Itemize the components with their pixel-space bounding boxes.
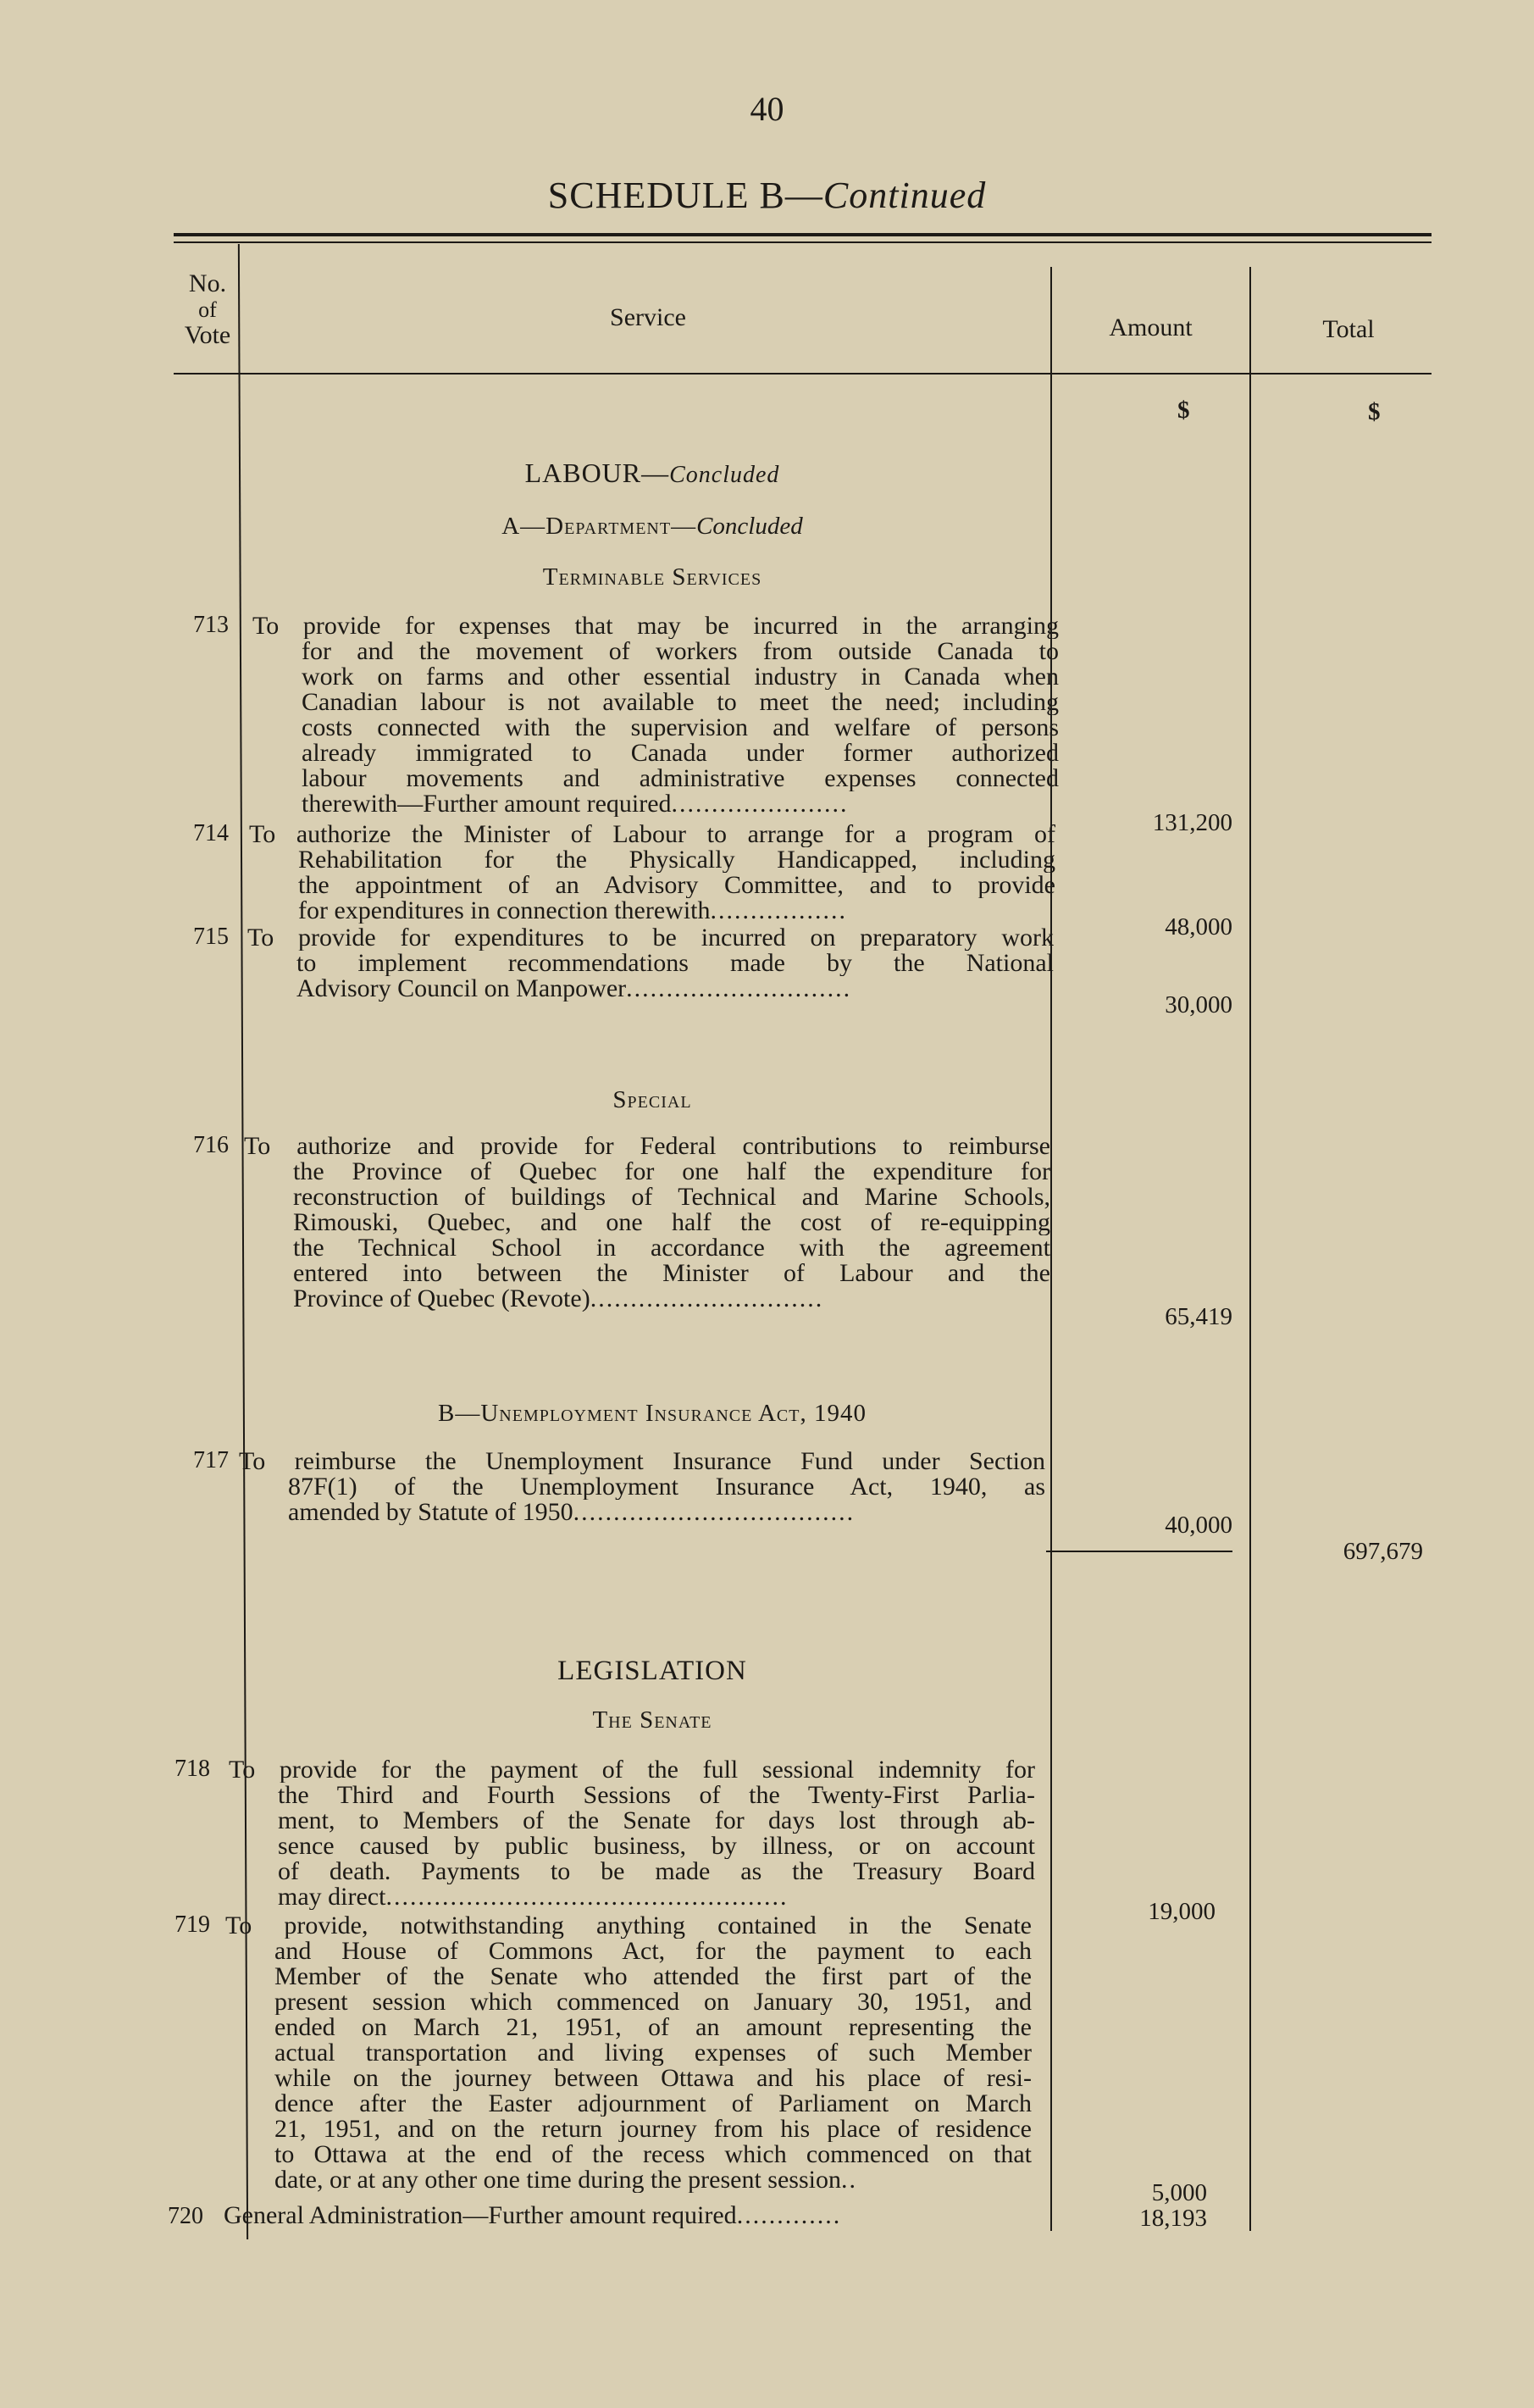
department-heading-text: A—Department— — [501, 513, 697, 540]
header-rule — [174, 373, 1432, 375]
line — [225, 2167, 1032, 2193]
header-amount: Amount — [1109, 313, 1193, 341]
line: for and the movement of workers from outside Canada to — [302, 639, 1059, 664]
top-rule-thin — [174, 241, 1432, 243]
line: of death. Payments to be made as the Treasury Board — [278, 1859, 1035, 1884]
top-rule-thick — [174, 233, 1432, 236]
line: costs connected with the supervision and welfare of persons — [302, 715, 1059, 741]
line: To authorize and provide for Federal contributions to reimburse — [244, 1134, 1050, 1159]
vote-number: 716 — [193, 1132, 229, 1158]
line: ment, to Members of the Senate for days lost through ab- — [278, 1808, 1035, 1834]
amount-column-rule — [1249, 267, 1251, 2231]
section-heading-terminable: Terminable Services — [542, 563, 762, 591]
line: while on the journey between Ottawa and his place of resi- — [274, 2066, 1032, 2091]
line: to Ottawa at the end of the recess which commenced on that — [274, 2142, 1032, 2167]
line: sence caused by public business, by illness, or on account — [278, 1834, 1035, 1859]
header-vote-of: of — [198, 297, 217, 322]
line: present session which commenced on January 30, 1951, and — [274, 1989, 1032, 2015]
vote-number: 718 — [174, 1756, 210, 1782]
vote-720-description — [224, 2203, 1030, 2228]
vote-713-description — [252, 613, 1059, 817]
vote-number: 719 — [174, 1911, 210, 1938]
schedule-title — [0, 174, 1534, 217]
header-vote-no: No. — [188, 269, 227, 297]
leader-dots: ............................ — [626, 976, 852, 1001]
amount-currency-symbol: $ — [1177, 397, 1190, 424]
line: To provide, notwithstanding anything contained in the Senate — [225, 1913, 1032, 1939]
leader-dots: ...................... — [671, 791, 849, 817]
vote-number: 720 — [168, 2203, 203, 2229]
line — [249, 898, 1055, 924]
vote-718-description — [229, 1757, 1035, 1910]
line-text: for expenditures in connection therewith — [298, 898, 711, 924]
vote-number: 714 — [193, 820, 229, 846]
header-vote — [169, 269, 246, 350]
amount-value: 40,000 — [1165, 1512, 1232, 1539]
line: dence after the Easter adjournment of Parliament on March — [274, 2091, 1032, 2117]
amount-value: 19,000 — [1148, 1898, 1216, 1925]
vote-715-description — [247, 925, 1054, 1001]
subtotal-rule — [1046, 1551, 1232, 1552]
schedule-title-continued: Continued — [822, 175, 987, 216]
section-heading-unemployment: B—Unemployment Insurance Act, 1940 — [438, 1400, 867, 1427]
leader-dots: .. — [840, 2167, 857, 2193]
line: to implement recommendations made by the National — [296, 951, 1054, 976]
line: To authorize the Minister of Labour to arrange for a program of — [249, 822, 1055, 847]
vote-714-description — [249, 822, 1055, 924]
page-number: 40 — [750, 90, 784, 128]
leader-dots: ............................. — [590, 1286, 824, 1312]
service-column-rule — [1050, 267, 1052, 2231]
line: 87F(1) of the Unemployment Insurance Act, 1940, as — [288, 1474, 1045, 1500]
labour-heading-text: LABOUR— — [524, 458, 670, 488]
line: To reimburse the Unemployment Insurance Fund under Section — [239, 1449, 1045, 1474]
line-text: date, or at any other one time during the present session — [274, 2167, 841, 2193]
line — [247, 976, 1054, 1001]
line: actual transportation and living expenses of such Member — [274, 2040, 1032, 2066]
line: Rimouski, Quebec, and one half the cost of re-equipping — [293, 1210, 1050, 1235]
leader-dots: ................................... — [573, 1500, 856, 1525]
amount-value: 5,000 — [1151, 2179, 1207, 2206]
total-currency-symbol: $ — [1368, 398, 1381, 425]
line: entered into between the Minister of Labour and the — [293, 1261, 1050, 1286]
line-text: Province of Quebec (Revote) — [293, 1286, 590, 1312]
line-text: General Administration—Further amount required — [224, 2203, 737, 2228]
schedule-title-main: SCHEDULE B— — [547, 175, 823, 216]
vote-717-description — [239, 1449, 1045, 1525]
line: 21, 1951, and on the return journey from his place of residence — [274, 2117, 1032, 2142]
section-heading-special: Special — [612, 1086, 692, 1113]
line: the appointment of an Advisory Committee, and to provide — [298, 873, 1055, 898]
line: reconstruction of buildings of Technical and Marine Schools, — [293, 1185, 1050, 1210]
vote-716-description — [244, 1134, 1050, 1312]
line — [224, 2203, 1030, 2228]
vote-number: 717 — [193, 1447, 229, 1473]
line — [239, 1500, 1045, 1525]
line: ended on March 21, 1951, of an amount representing the — [274, 2015, 1032, 2040]
line: the Province of Quebec for one half the expenditure for — [293, 1159, 1050, 1185]
amount-value: 65,419 — [1165, 1303, 1232, 1330]
line: work on farms and other essential industry in Canada when — [302, 664, 1059, 690]
vote-number: 715 — [193, 924, 229, 950]
line-text: therewith—Further amount required — [302, 791, 672, 817]
header-total: Total — [1322, 315, 1375, 343]
line: Canadian labour is not available to meet the need; including — [302, 690, 1059, 715]
line: To provide for expenditures to be incurred on preparatory work — [247, 925, 1054, 951]
line — [252, 791, 1059, 817]
amount-value: 18,193 — [1139, 2205, 1207, 2232]
header-service: Service — [610, 303, 686, 331]
line: labour movements and administrative expenses connected — [302, 766, 1059, 791]
vote-719-description — [225, 1913, 1032, 2193]
line-text: Advisory Council on Manpower — [296, 976, 627, 1001]
section-heading-labour — [229, 458, 1076, 489]
header-vote-vote: Vote — [184, 320, 231, 349]
section-heading-department — [229, 513, 1076, 541]
amount-value: 48,000 — [1165, 913, 1232, 940]
line-text: may direct — [278, 1884, 386, 1910]
line: To provide for the payment of the full sessional indemnity for — [229, 1757, 1035, 1783]
line: already immigrated to Canada under former authorized — [302, 741, 1059, 766]
leader-dots: ................. — [710, 898, 848, 924]
line: Member of the Senate who attended the first part of the — [274, 1964, 1032, 1989]
labour-heading-italic: Concluded — [669, 462, 780, 488]
leader-dots: .................................................. — [385, 1884, 789, 1910]
line — [229, 1884, 1035, 1910]
leader-dots: ............. — [736, 2203, 842, 2228]
line: Rehabilitation for the Physically Handicapped, including — [298, 847, 1055, 873]
line — [244, 1286, 1050, 1312]
line: To provide for expenses that may be incurred in the arranging — [252, 613, 1059, 639]
amount-value: 131,200 — [1152, 809, 1232, 836]
line-text: amended by Statute of 1950 — [288, 1500, 573, 1525]
section-heading-senate: The Senate — [592, 1706, 712, 1734]
line: the Technical School in accordance with the agreement — [293, 1235, 1050, 1261]
amount-value: 30,000 — [1165, 991, 1232, 1018]
line: and House of Commons Act, for the payment to each — [274, 1939, 1032, 1964]
department-heading-italic: Concluded — [696, 513, 803, 540]
line: the Third and Fourth Sessions of the Twenty-First Parlia- — [278, 1783, 1035, 1808]
vote-number: 713 — [193, 612, 229, 638]
section-heading-legislation: LEGISLATION — [557, 1656, 747, 1686]
labour-total-value: 697,679 — [1343, 1538, 1423, 1565]
